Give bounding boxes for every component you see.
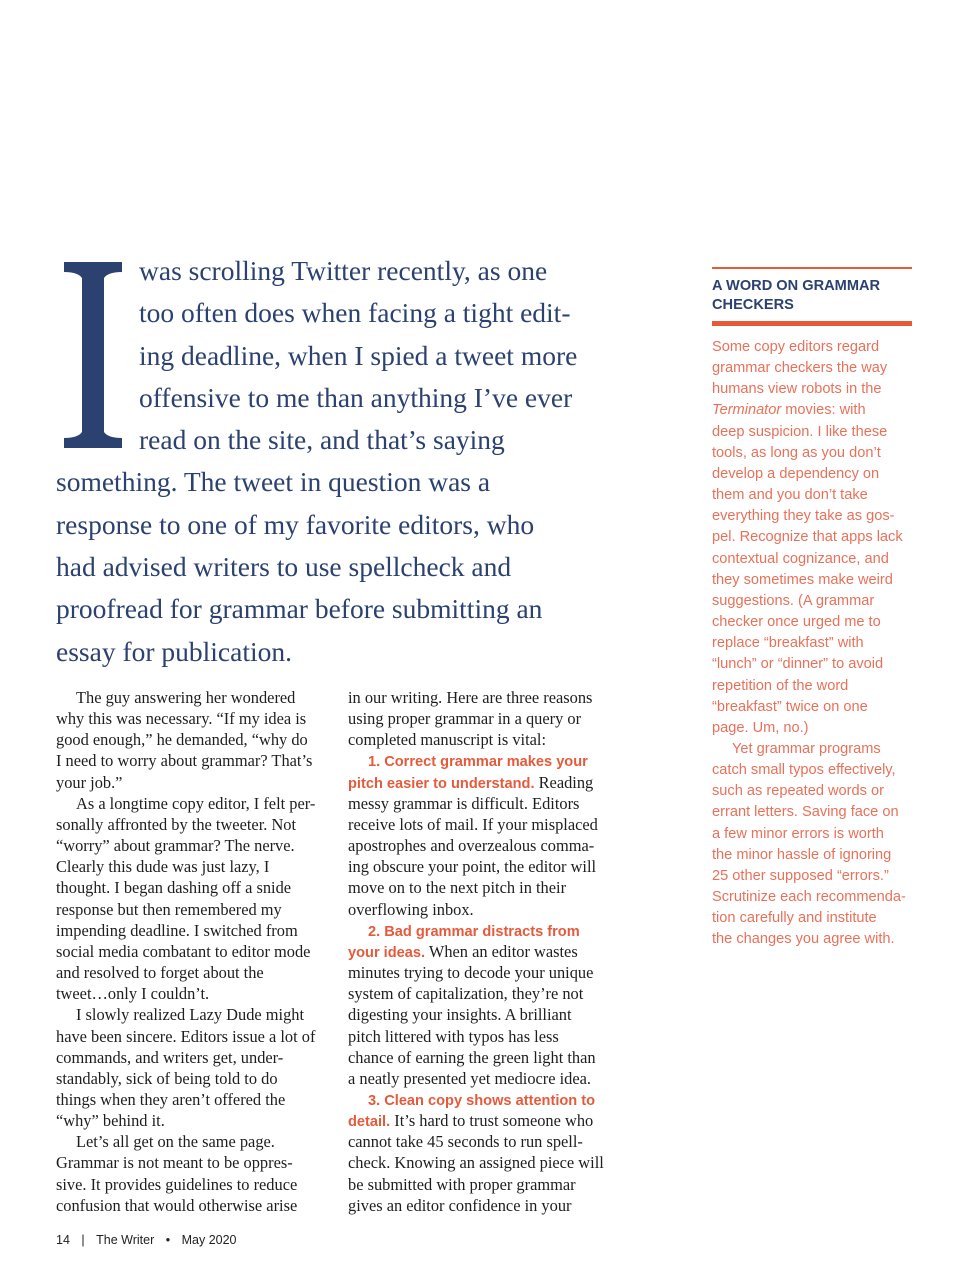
text-line: ing obscure your point, the editor will xyxy=(348,857,597,877)
text-line: confusion that would otherwise arise xyxy=(56,1195,298,1215)
text-line: in our writing. Here are three reasons xyxy=(348,688,593,707)
text-line: response to one of my favorite editors, who xyxy=(56,508,535,540)
text-line: too often does when facing a tight edit- xyxy=(139,297,571,329)
text-line: tion carefully and institute xyxy=(712,910,877,927)
issue-date: May 2020 xyxy=(181,1233,237,1247)
text-line: good enough,” he demanded, “why do xyxy=(56,730,308,750)
text-line: grammar checkers the way xyxy=(712,360,888,377)
publication-name: The Writer xyxy=(96,1233,155,1247)
body-column-2 xyxy=(348,687,604,1216)
text-line: suggestions. (A grammar xyxy=(712,592,875,609)
text-line: messy grammar is difficult. Editors xyxy=(348,793,580,813)
sidebar-heading: A WORD ON GRAMMAR CHECKERS xyxy=(712,278,881,313)
text-line: “why” behind it. xyxy=(56,1111,165,1131)
text-line: system of capitalization, they’re not xyxy=(348,984,584,1004)
text-line: commands, and writers get, under- xyxy=(56,1047,284,1067)
numbered-point-heading: pitch easier to understand. xyxy=(348,775,535,792)
numbered-point-heading: 3. Clean copy shows attention to xyxy=(368,1092,596,1109)
text-line: read on the site, and that’s saying xyxy=(139,424,505,456)
text-line: page. Um, no.) xyxy=(712,719,809,736)
text-line: tweet…only I couldn’t. xyxy=(56,984,210,1004)
numbered-point-heading: 2. Bad grammar distracts from xyxy=(368,923,580,940)
sidebar-body xyxy=(712,337,906,951)
text-line: a few minor errors is worth xyxy=(712,825,884,842)
text-line: such as repeated words or xyxy=(712,783,884,800)
text-line: check. Knowing an assigned piece will xyxy=(348,1153,604,1173)
text-line: humans view robots in the xyxy=(712,381,882,398)
text-line: checker once urged me to xyxy=(712,614,881,631)
text-run: It’s hard to trust someone who xyxy=(390,1111,594,1131)
text-line: using proper grammar in a query or xyxy=(348,709,582,729)
text-line xyxy=(348,772,604,793)
text-line xyxy=(348,1110,604,1131)
text-line: and resolved to forget about the xyxy=(56,963,264,983)
text-line: move on to the next pitch in their xyxy=(348,878,567,898)
text-line: things when they aren’t offered the xyxy=(56,1089,286,1109)
text-line: standably, sick of being told to do xyxy=(56,1068,278,1088)
text-line: pel. Recognize that apps lack xyxy=(712,529,903,546)
text-line: a neatly presented yet mediocre idea. xyxy=(348,1068,592,1088)
text-line: errant letters. Saving face on xyxy=(712,804,899,821)
text-line: gives an editor confidence in your xyxy=(348,1195,572,1215)
text-line: “breakfast” twice on one xyxy=(712,698,868,715)
text-line: Scrutinize each recommenda- xyxy=(712,889,906,906)
text-line: Let’s all get on the same page. xyxy=(76,1132,275,1152)
text-line: sonally affronted by the tweeter. Not xyxy=(56,814,297,834)
text-line: receive lots of mail. If your misplaced xyxy=(348,814,598,834)
text-line: catch small typos effectively, xyxy=(712,762,896,779)
text-line: digesting your insights. A brilliant xyxy=(348,1005,572,1025)
numbered-point-heading: your ideas. xyxy=(348,944,426,961)
text-line: As a longtime copy editor, I felt per- xyxy=(76,793,316,813)
text-line: “lunch” or “dinner” to avoid xyxy=(712,656,884,673)
text-line: cannot take 45 seconds to run spell- xyxy=(348,1132,583,1152)
text-line: your job.” xyxy=(56,772,123,792)
text-line: replace “breakfast” with xyxy=(712,635,864,652)
numbered-point-heading: 1. Correct grammar makes your xyxy=(368,754,588,771)
text-line: chance of earning the green light than xyxy=(348,1047,596,1067)
text-line: them and you don’t take xyxy=(712,487,868,504)
text-line: tools, as long as you don’t xyxy=(712,444,881,461)
text-line: be submitted with proper grammar xyxy=(348,1174,576,1194)
text-line: repetition of the word xyxy=(712,677,849,694)
text-line: pitch littered with typos has less xyxy=(348,1026,559,1046)
text-line: essay for publication. xyxy=(56,635,292,667)
text-line: they sometimes make weird xyxy=(712,571,893,588)
text-line xyxy=(348,941,604,962)
text-line: had advised writers to use spellcheck and xyxy=(56,551,512,583)
text-line: Grammar is not meant to be oppres- xyxy=(56,1153,293,1173)
text-line: Some copy editors regard xyxy=(712,339,880,355)
text-line: something. The tweet in question was a xyxy=(56,466,491,498)
text-line: completed manuscript is vital: xyxy=(348,730,547,750)
text-line: ing deadline, when I spied a tweet more xyxy=(139,339,578,371)
text-line xyxy=(348,920,604,941)
text-line: offensive to me than anything I’ve ever xyxy=(139,381,573,413)
intro-paragraph xyxy=(56,250,636,673)
footer-bullet: • xyxy=(165,1233,171,1247)
text-line: sive. It provides guidelines to reduce xyxy=(56,1174,298,1194)
body-column-1 xyxy=(56,687,315,1216)
footer-divider: | xyxy=(81,1233,85,1247)
numbered-point-heading: detail. xyxy=(348,1114,391,1131)
text-line xyxy=(348,750,604,771)
sidebar-top-rule xyxy=(712,267,912,269)
italic-title: Terminator xyxy=(712,402,782,419)
text-line: thought. I began dashing off a snide xyxy=(56,878,292,898)
text-line: social media combatant to editor mode xyxy=(56,941,311,961)
text-run: movies: with xyxy=(781,402,866,419)
text-line: 25 other supposed “errors.” xyxy=(712,867,889,884)
text-line: I slowly realized Lazy Dude might xyxy=(76,1005,305,1025)
page-number: 14 xyxy=(56,1233,70,1247)
text-line: Clearly this dude was just lazy, I xyxy=(56,857,270,877)
text-line: contextual cognizance, and xyxy=(712,550,889,567)
text-line: response but then remembered my xyxy=(56,899,282,919)
text-line: overflowing inbox. xyxy=(348,899,474,919)
text-line: the minor hassle of ignoring xyxy=(712,846,892,863)
text-line: Yet grammar programs xyxy=(732,740,881,757)
sidebar-heading-rule xyxy=(712,321,912,326)
text-line: deep suspicion. I like these xyxy=(712,423,888,440)
text-line: why this was necessary. “If my idea is xyxy=(56,709,307,729)
text-line: The guy answering her wondered xyxy=(76,688,296,707)
text-line: I need to worry about grammar? That’s xyxy=(56,751,313,771)
text-line: the changes you agree with. xyxy=(712,931,895,948)
text-line: apostrophes and overzealous comma- xyxy=(348,836,595,856)
page-footer xyxy=(56,1233,237,1247)
text-line xyxy=(348,1089,604,1110)
text-line xyxy=(712,400,906,421)
text-line: “worry” about grammar? The nerve. xyxy=(56,836,295,856)
text-line: minutes trying to decode your unique xyxy=(348,963,594,983)
text-line: develop a dependency on xyxy=(712,465,880,482)
text-run: When an editor wastes xyxy=(425,941,578,961)
text-line: have been sincere. Editors issue a lot of xyxy=(56,1026,316,1046)
text-line: impending deadline. I switched from xyxy=(56,920,298,940)
text-line: proofread for grammar before submitting an xyxy=(56,593,543,625)
text-run: Reading xyxy=(534,772,594,792)
text-line: everything they take as gos- xyxy=(712,508,895,525)
text-line: was scrolling Twitter recently, as one xyxy=(139,255,548,286)
